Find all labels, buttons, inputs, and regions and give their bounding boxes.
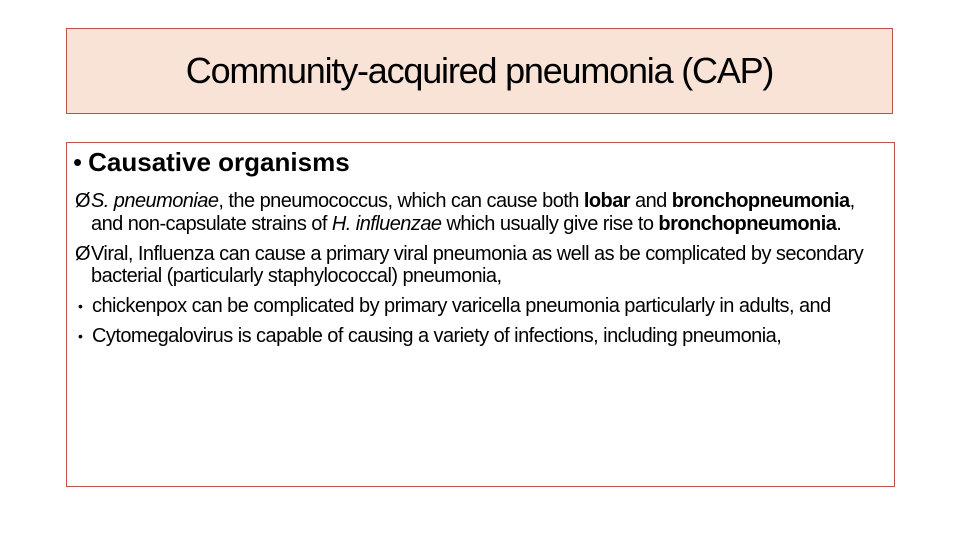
arrow-bullet-icon: Ø <box>75 190 91 212</box>
organism-name: S. pneumoniae <box>91 190 219 212</box>
arrow-bullet-icon: Ø <box>75 242 91 265</box>
bold-term: bronchopneumonia <box>671 190 850 212</box>
bullet-icon: • <box>78 298 83 314</box>
item-text: which usually give rise to <box>441 212 659 235</box>
item-text: Cytomegalovirus is capable of causing a variety of infections, including pneumonia, <box>92 325 782 347</box>
item-text: and <box>630 190 672 212</box>
item-text: , the pneumococcus, which can cause both <box>218 190 584 212</box>
heading-bullet: • <box>73 147 83 177</box>
section-heading <box>73 147 350 178</box>
content-box <box>66 142 895 487</box>
item-text: . <box>836 212 842 235</box>
heading-text: Causative organisms <box>88 147 350 177</box>
title-box <box>66 28 893 114</box>
organism-list <box>75 190 890 355</box>
item-text: , and non-capsulate strains of <box>91 190 855 235</box>
bold-term: lobar <box>583 190 631 212</box>
item-text: chickenpox can be complicated by primary varicella pneumonia particularly in adults, and <box>92 295 831 317</box>
list-item-chickenpox <box>75 295 890 318</box>
bold-term: bronchopneumonia <box>658 212 837 235</box>
list-item-cytomegalovirus <box>75 325 890 348</box>
bullet-icon: • <box>78 328 83 344</box>
item-text: Viral, Influenza can cause a primary viral pneumonia as well as be complicated by secondary bacterial (particularly staphylococcal) pneumonia, <box>91 242 864 287</box>
organism-name: H. influenzae <box>331 212 442 235</box>
list-item-viral <box>75 243 890 288</box>
slide-title: Community-acquired pneumonia (CAP) <box>185 50 774 91</box>
list-item-pneumoniae <box>75 190 890 235</box>
